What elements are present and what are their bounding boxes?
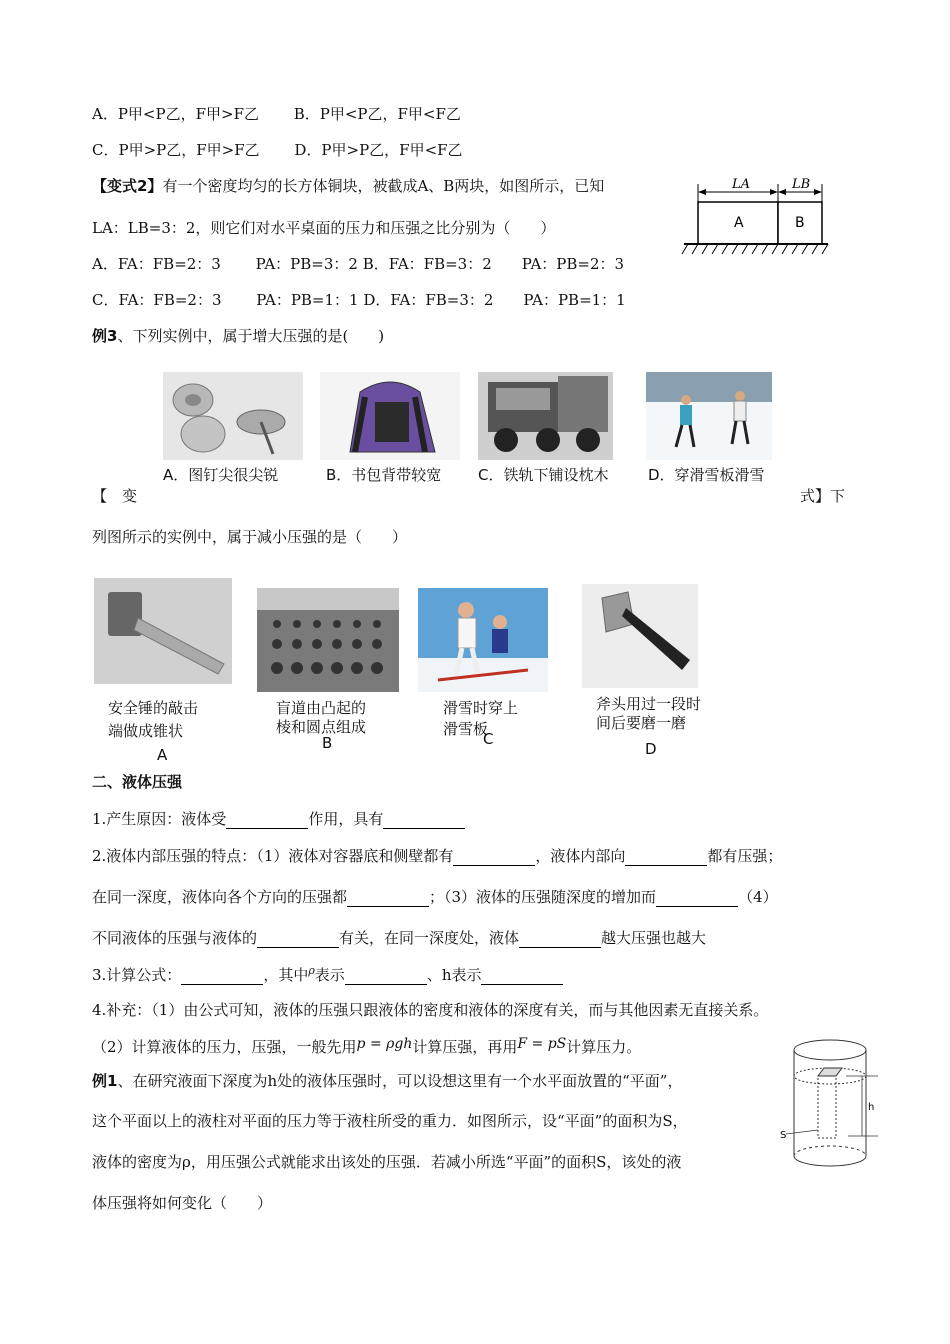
truck-photo (478, 372, 613, 460)
features-line-2: 在同一深度，液体向各个方向的压强都 ；（3）液体的压强随深度的增加而 （4） (92, 888, 778, 906)
var-c-text2: 滑雪板 (443, 720, 489, 738)
liquid-column-figure (778, 1036, 875, 1176)
var-b-text1: 盲道由凸起的 (276, 699, 367, 717)
tactile-paving-photo (257, 588, 399, 692)
bianshi-right: 式】下 (800, 487, 846, 505)
bianshi-question: 列图所示的实例中，属于减小压强的是（ ） (92, 528, 408, 546)
example3-line (92, 325, 384, 346)
ab-block-figure (680, 176, 830, 258)
bianshi2-line (92, 175, 604, 196)
example3-label: 例3 (92, 327, 118, 345)
supplement-line-2: （2）计算液体的压力，压强，一般先用p = ρgh计算压强，再用F = pS计算压力。 (92, 1036, 642, 1056)
example1-line-4: 体压强将如何变化（ ） (92, 1194, 273, 1212)
var-d-letter: D (645, 740, 657, 758)
option-line-3: A．FA：FB=2：3 PA：PB=3：2 B．FA：FB=3：2 PA：PB=2：3 (92, 255, 625, 273)
var-a-text1: 安全锤的敲击 (108, 699, 199, 717)
var-b-letter: B (322, 734, 333, 752)
thumbtack-photo (163, 372, 303, 460)
features-line-3: 不同液体的压强与液体的 有关，在同一深度处，液体 越大压强也越大 (92, 929, 707, 947)
example3-text: 、下列实例中，属于增大压强的是( ) (117, 327, 385, 345)
safety-hammer-photo (94, 578, 232, 684)
bianshi-left: 【 变 (92, 487, 138, 505)
height-label: h (868, 1102, 875, 1113)
var-c-letter: C (483, 730, 494, 748)
var-d-text2: 间后要磨一磨 (596, 714, 687, 732)
label-la: LA (732, 177, 751, 192)
option-line-2: C．P甲>P乙，F甲>F乙 D．P甲>P乙，F甲<F乙 (92, 141, 463, 159)
cause-line: 1.产生原因：液体受 作用，具有 (92, 808, 465, 829)
section2-title: 二、液体压强 (92, 773, 183, 791)
example1-line-1: 例1、在研究液面下深度为h处的液体压强时，可以设想这里有一个水平面放置的“平面”， (92, 1072, 683, 1090)
block-b-label: B (795, 215, 805, 231)
ex3-option-d: D．穿滑雪板滑雪 (648, 466, 765, 484)
var-a-letter: A (157, 746, 168, 764)
option-line-4: C．FA：FB=2：3 PA：PB=1：1 D．FA：FB=3：2 PA：PB=1：1 (92, 291, 626, 309)
ratio-line: LA：LB=3：2，则它们对水平桌面的压力和压强之比分别为（ ） (92, 219, 556, 237)
backpack-photo (320, 372, 460, 460)
option-line-1: A．P甲<P乙，F甲>F乙 B．P甲<P乙，F甲<F乙 (92, 105, 461, 123)
bianshi2-label: 【变式2】 (92, 177, 163, 195)
ex3-option-a: A．图钉尖很尖锐 (163, 466, 279, 484)
var-d-text1: 斧头用过一段时 (596, 695, 702, 713)
var-c-text1: 滑雪时穿上 (443, 699, 519, 717)
ski-photo (418, 588, 548, 692)
label-lb: LB (792, 177, 811, 192)
supplement-line-1: 4.补充：（1）由公式可知，液体的压强只跟液体的密度和液体的深度有关，而与其他因素无直接关系。 (92, 1001, 769, 1019)
formula-line: 3.计算公式： ，其中$^\rho$表示 、h表示 (92, 964, 563, 985)
features-line-1: 2.液体内部压强的特点：（1）液体对容器底和侧壁都有 ，液体内部向 都有压强； (92, 847, 783, 865)
var-b-text2: 棱和圆点组成 (276, 718, 367, 736)
area-label: S (780, 1130, 787, 1141)
axe-photo (582, 584, 698, 688)
ex3-option-b: B．书包背带较宽 (326, 466, 442, 484)
example1-line-3: 液体的密度为ρ，用压强公式就能求出该处的压强．若减小所选“平面”的面积S，该处的液 (92, 1153, 682, 1171)
var-a-text2: 端做成锥状 (108, 722, 184, 740)
ex3-option-c: C．铁轨下铺设枕木 (478, 466, 609, 484)
block-a-label: A (734, 215, 744, 231)
example1-line-2: 这个平面以上的液柱对平面的压力等于液柱所受的重力．如图所示，设“平面”的面积为S， (92, 1112, 688, 1130)
bianshi2-text: 有一个密度均匀的长方体铜块，被截成A、B两块，如图所示，已知 (162, 177, 605, 195)
skiers-photo (646, 372, 772, 460)
